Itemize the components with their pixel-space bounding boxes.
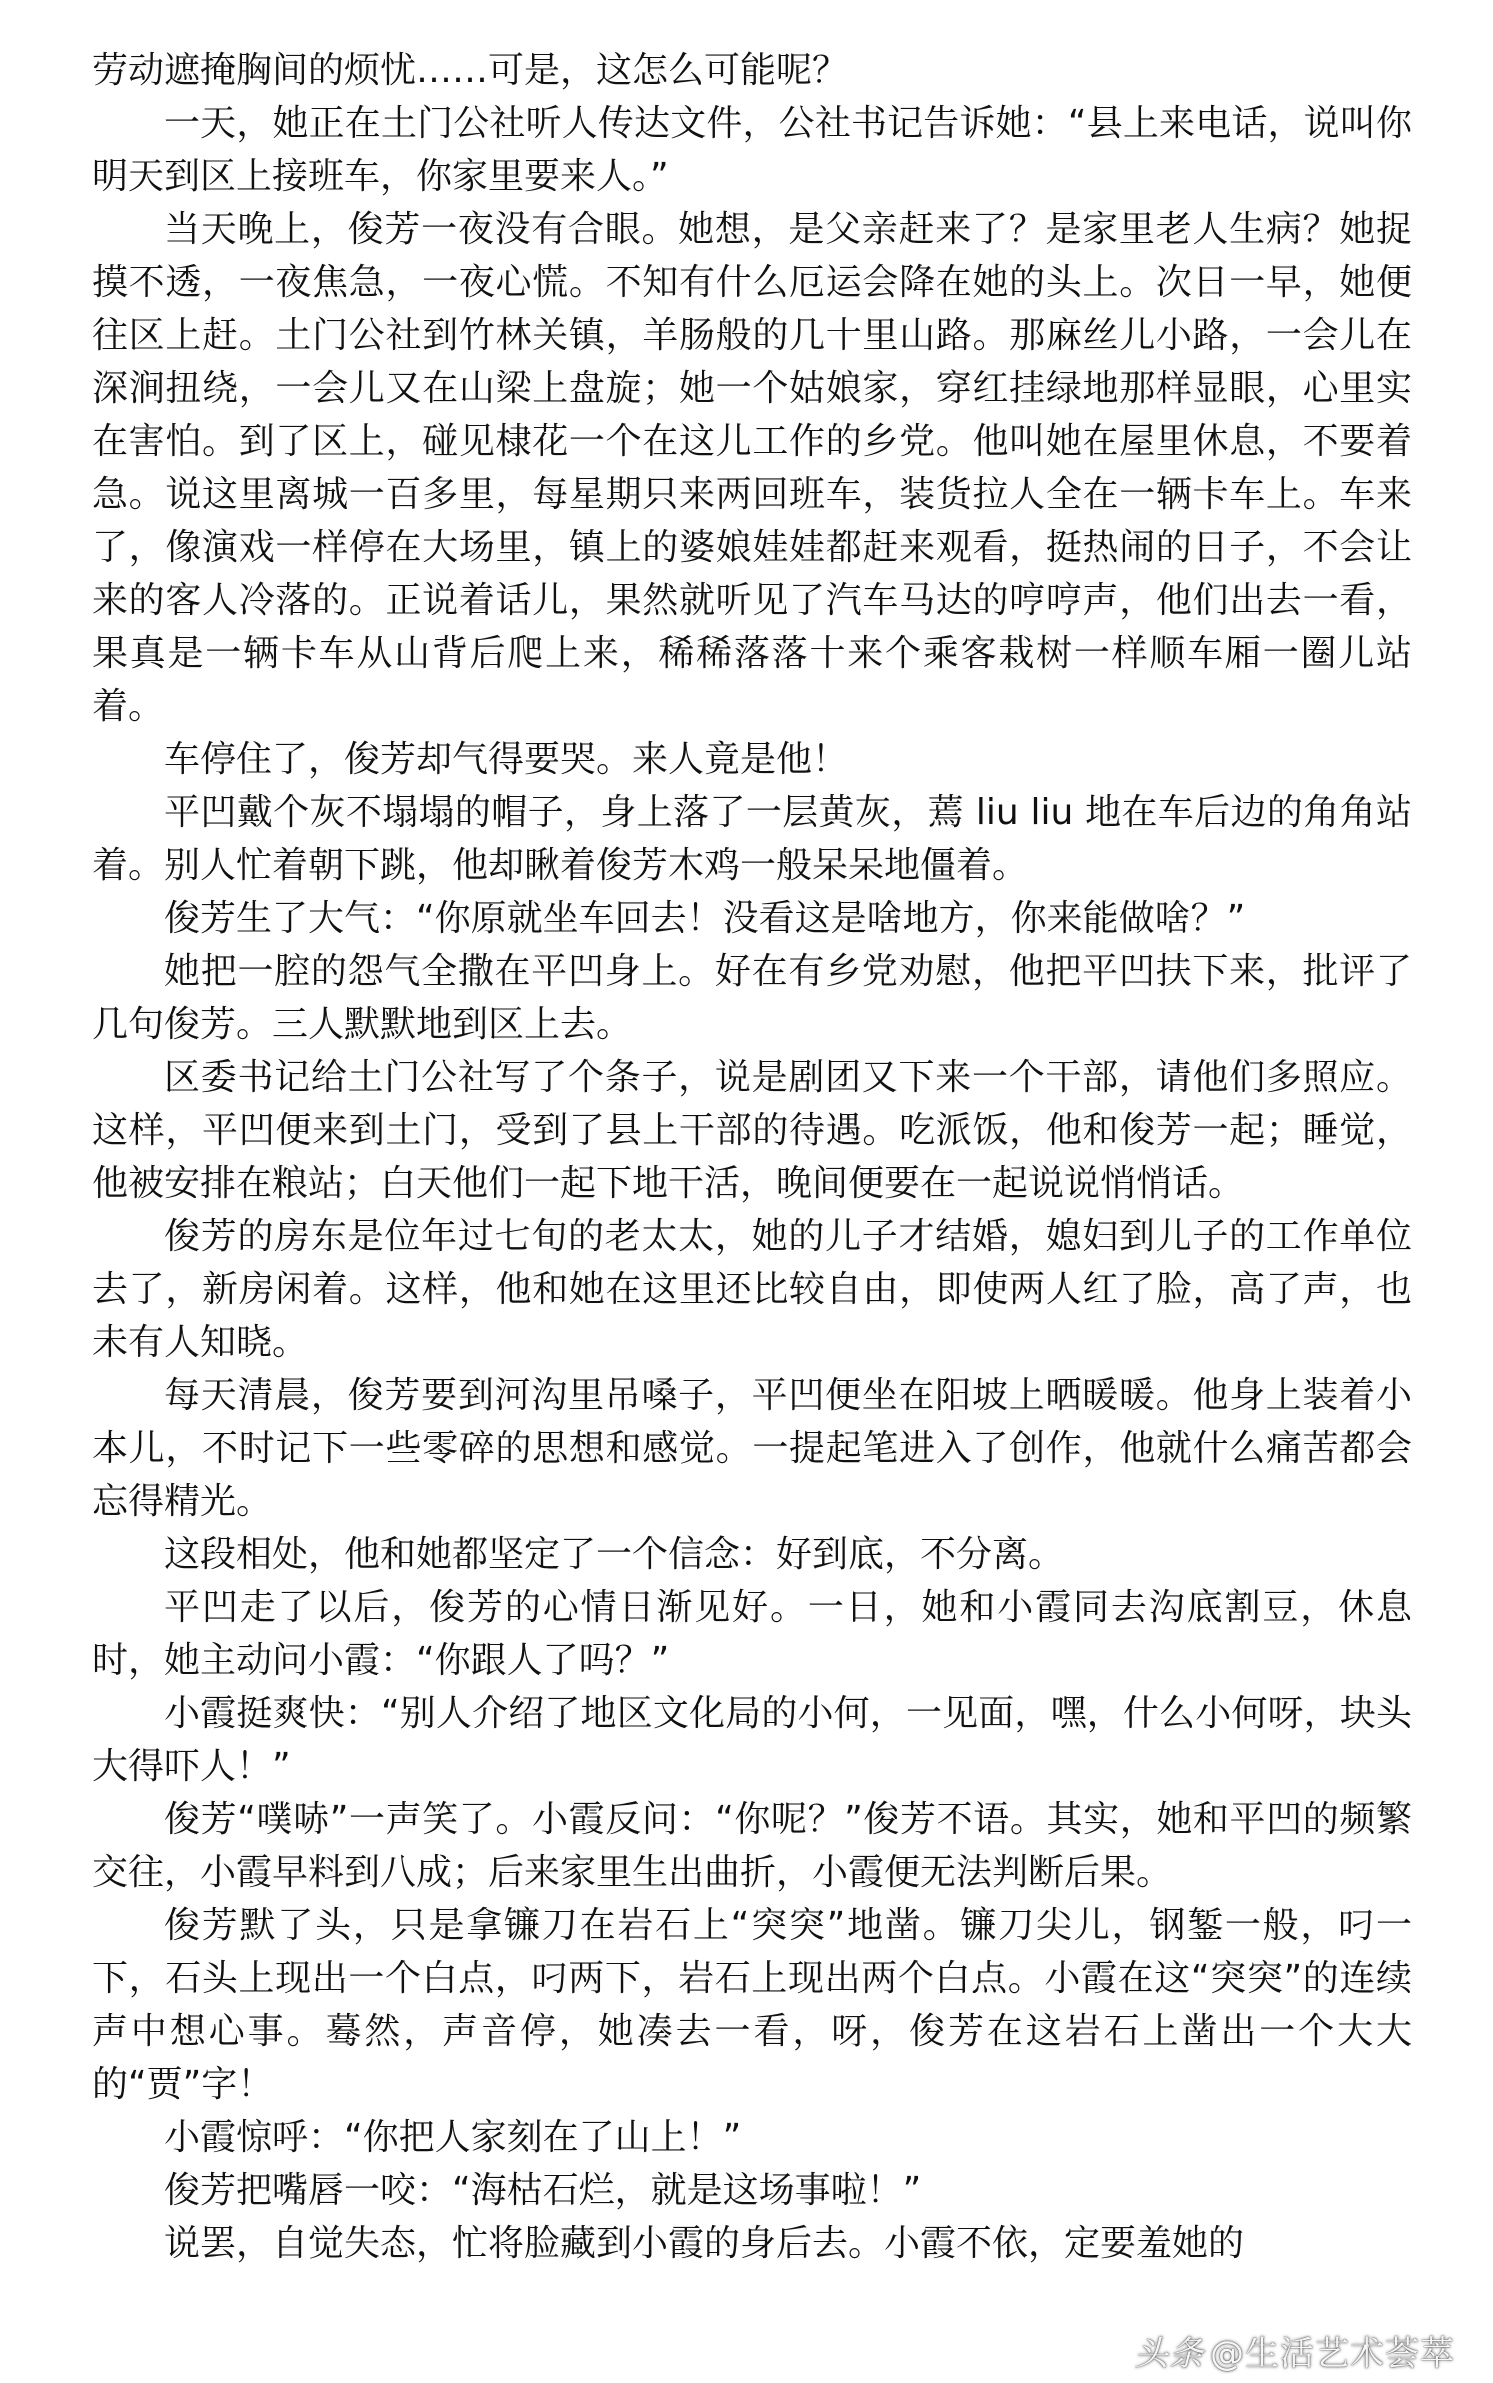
paragraph: 俊芳的房东是位年过七旬的老太太，她的儿子才结婚，媳妇到儿子的工作单位去了，新房闲着。这样，他和她在这里还比较自由，即使两人红了脸，高了声，也未有人知晓。 <box>92 1216 1412 1363</box>
paragraph: 俊芳“噗哧”一声笑了。小霞反问：“你呢？”俊芳不语。其实，她和平凹的频繁交往，小霞早料到八成；后来家里生出曲折，小霞便无法判断后果。 <box>92 1799 1412 1893</box>
paragraph: 当天晚上，俊芳一夜没有合眼。她想，是父亲赶来了？是家里老人生病？她捉摸不透，一夜焦急，一夜心慌。不知有什么厄运会降在她的头上。次日一早，她便往区上赶。土门公社到竹林关镇，羊肠般的几十里山路。那麻丝儿小路，一会儿在深涧扭绕，一会儿又在山梁上盘旋；她一个姑娘家，穿红挂绿地那样显眼，心里实在害怕。到了区上，碰见棣花一个在这儿工作的乡党。他叫她在屋里休息，不要着急。说这里离城一百多里，每星期只来两回班车，装货拉人全在一辆卡车上。车来了，像演戏一样停在大场里，镇上的婆娘娃娃都赶来观看，挺热闹的日子，不会让来的客人冷落的。正说着话儿，果然就听见了汽车马达的哼哼声，他们出去一看，果真是一辆卡车从山背后爬上来，稀稀落落十来个乘客栽树一样顺车厢一圈儿站着。 <box>92 209 1412 727</box>
paragraph: 俊芳生了大气：“你原就坐车回去！没看这是啥地方，你来能做啥？” <box>164 898 1246 939</box>
watermark <box>1134 2326 1455 2375</box>
paragraph: 俊芳默了头，只是拿镰刀在岩石上“突突”地凿。镰刀尖儿，钢錾一般，叼一下，石头上现出一个白点，叼两下，岩石上现出两个白点。小霞在这“突突”的连续声中想心事。蓦然，声音停，她凑去一看，呀，俊芳在这岩石上凿出一个大大的“贾”字！ <box>92 1905 1412 2105</box>
paragraph: 俊芳把嘴唇一咬：“海枯石烂，就是这场事啦！” <box>164 2170 922 2211</box>
document-body <box>92 44 1412 2270</box>
paragraph: 车停住了，俊芳却气得要哭。来人竟是他！ <box>164 739 849 780</box>
paragraph: 说罢，自觉失态，忙将脸藏到小霞的身后去。小霞不依，定要羞她的 <box>164 2223 1245 2264</box>
paragraph: 小霞挺爽快：“别人介绍了地区文化局的小何，一见面，嘿，什么小何呀，块头大得吓人！” <box>92 1693 1412 1787</box>
paragraph: 劳动遮掩胸间的烦忧……可是，这怎么可能呢？ <box>92 50 849 91</box>
watermark-handle: @生活艺术荟萃 <box>1210 2334 1455 2374</box>
paragraph: 她把一腔的怨气全撒在平凹身上。好在有乡党劝慰，他把平凹扶下来，批评了几句俊芳。三人默默地到区上去。 <box>92 951 1412 1045</box>
paragraph: 平凹戴个灰不塌塌的帽子，身上落了一层黄灰，蔫 liu liu 地在车后边的角角站着。别人忙着朝下跳，他却瞅着俊芳木鸡一般呆呆地僵着。 <box>92 792 1412 886</box>
paragraph: 平凹走了以后，俊芳的心情日渐见好。一日，她和小霞同去沟底割豆，休息时，她主动问小霞：“你跟人了吗？” <box>92 1587 1412 1681</box>
paragraph: 区委书记给土门公社写了个条子，说是剧团又下来一个干部，请他们多照应。这样，平凹便来到土门，受到了县上干部的待遇。吃派饭，他和俊芳一起；睡觉，他被安排在粮站；白天他们一起下地干活，晚间便要在一起说说悄悄话。 <box>92 1057 1412 1204</box>
watermark-brand: 头条 <box>1134 2334 1204 2374</box>
paragraph: 每天清晨，俊芳要到河沟里吊嗓子，平凹便坐在阳坡上晒暖暖。他身上装着小本儿，不时记下一些零碎的思想和感觉。一提起笔进入了创作，他就什么痛苦都会忘得精光。 <box>92 1375 1412 1522</box>
paragraph: 小霞惊呼：“你把人家刻在了山上！” <box>164 2117 742 2158</box>
paragraph: 一天，她正在土门公社听人传达文件，公社书记告诉她：“县上来电话，说叫你明天到区上接班车，你家里要来人。” <box>92 103 1412 197</box>
paragraph: 这段相处，他和她都坚定了一个信念：好到底，不分离。 <box>164 1534 1065 1575</box>
